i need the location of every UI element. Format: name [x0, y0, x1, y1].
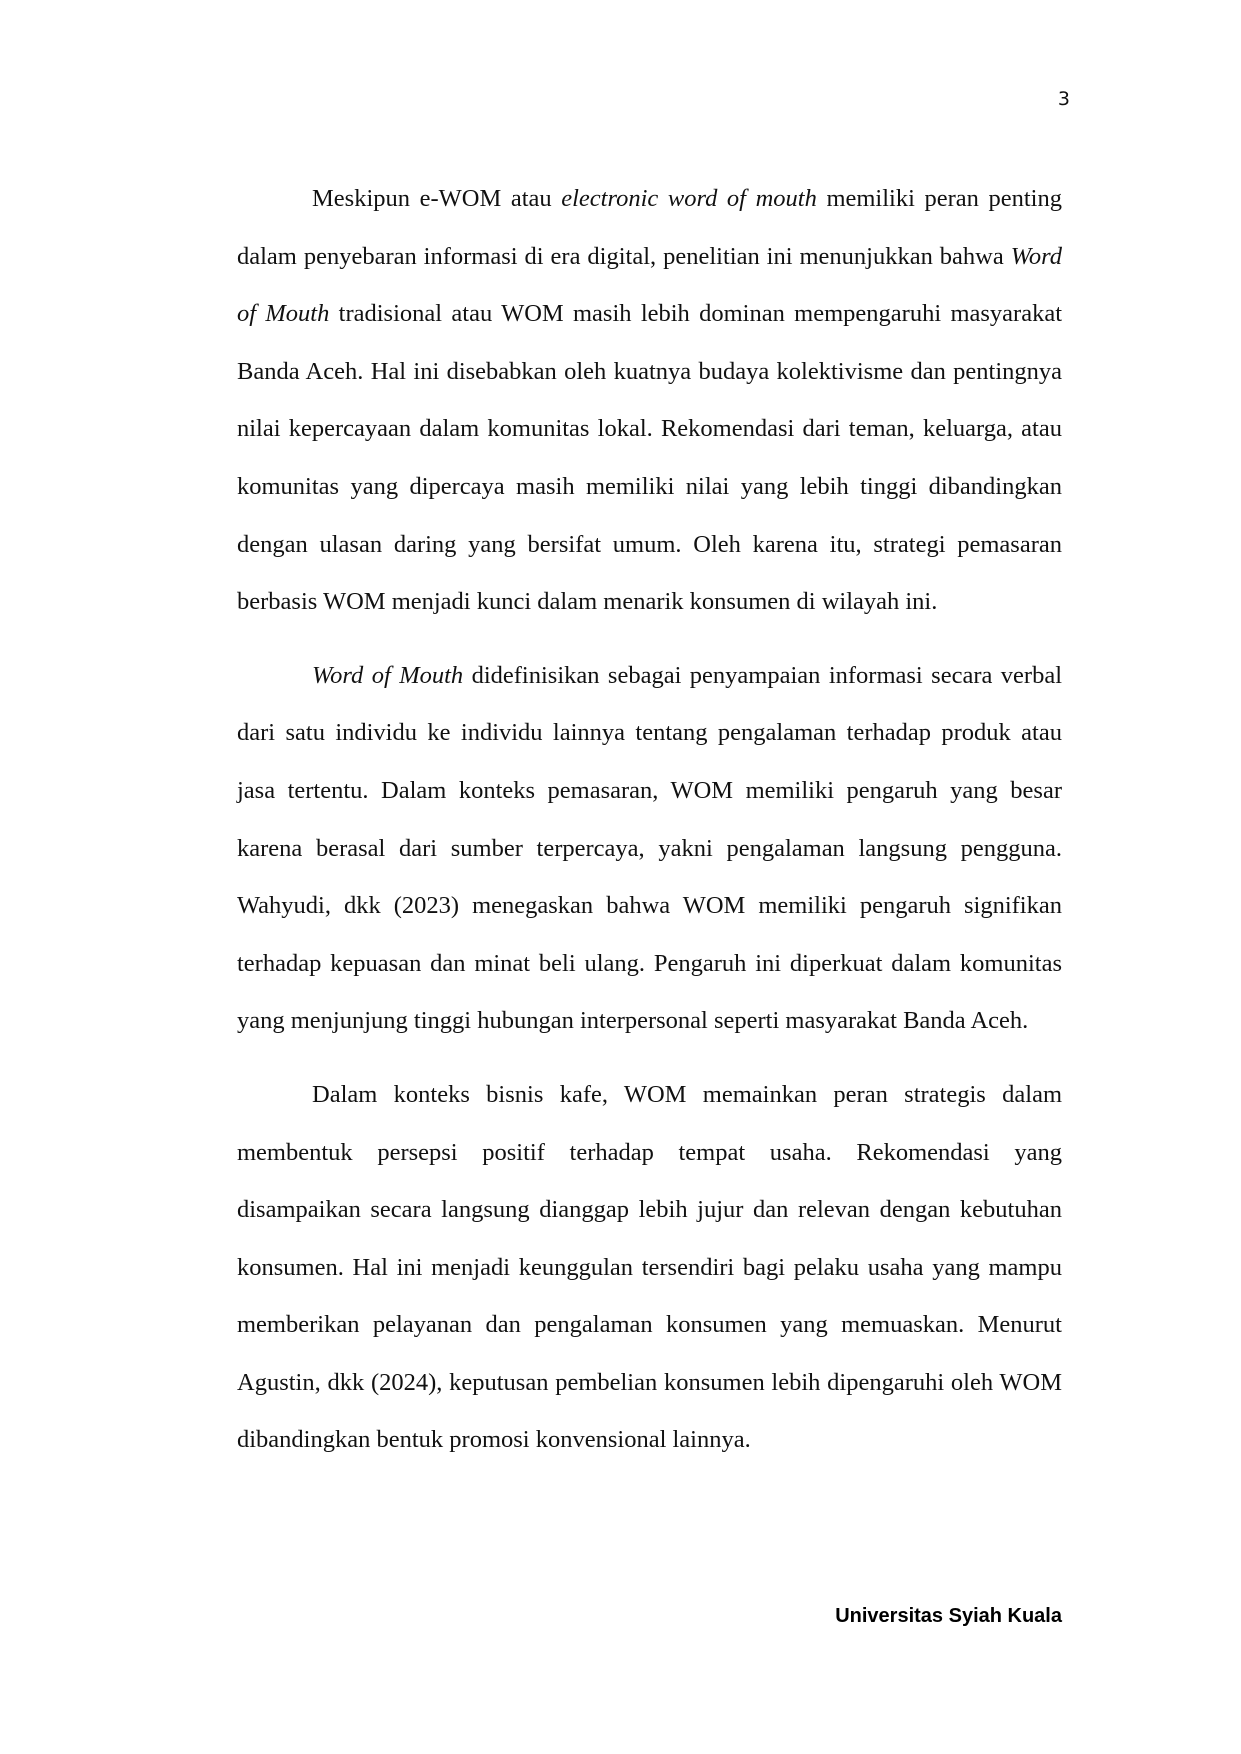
italic-term: electronic word of mouth: [561, 185, 817, 212]
footer-university: Universitas Syiah Kuala: [835, 1605, 1062, 1627]
paragraph-2: [237, 647, 1062, 1050]
paragraph-1: [237, 170, 1062, 631]
page-number: 3: [1057, 88, 1070, 110]
italic-term: Word of Mouth: [312, 661, 464, 689]
text-segment: tradisional atau WOM masih lebih dominan mempengaruhi masyarakat Banda Aceh. Hal ini disebabkan oleh kuatnya budaya kolektivisme dan pentingnya nilai kepercayaan dalam komunitas lokal. Rekomendasi dari teman, keluarga, atau komunitas yang dipercaya masih memiliki nilai yang lebih tinggi dibandingkan dengan ulasan daring yang bersifat umum. Oleh karena itu, strategi pemasaran berbasis WOM menjadi kunci dalam menarik konsumen di wilayah ini.: [237, 300, 1062, 616]
text-segment: Meskipun e-WOM atau: [312, 185, 562, 212]
italic-term: Word of Mouth: [237, 242, 1062, 328]
body-text: [237, 170, 1062, 1485]
text-segment: didefinisikan sebagai penyampaian informasi secara verbal dari satu individu ke individu lainnya tentang pengalaman terhadap produk atau jasa tertentu. Dalam konteks pemasaran, WOM memiliki pengaruh yang besar karena berasal dari sumber terpercaya, yakni pengalaman langsung pengguna. Wahyudi, dkk (2023) menegaskan bahwa WOM memiliki pengaruh signifikan terhadap kepuasan dan minat beli ulang. Pengaruh ini diperkuat dalam komunitas yang menjunjung tinggi hubungan interpersonal seperti masyarakat Banda Aceh.: [237, 661, 1062, 1035]
text-segment: Dalam konteks bisnis kafe, WOM memainkan peran strategis dalam membentuk persepsi positif terhadap tempat usaha. Rekomendasi yang disampaikan secara langsung dianggap lebih jujur dan relevan dengan kebutuhan konsumen. Hal ini menjadi keunggulan tersendiri bagi pelaku usaha yang mampu memberikan pelayanan dan pengalaman konsumen yang memuaskan. Menurut Agustin, dkk (2024), keputusan pembelian konsumen lebih dipengaruhi oleh WOM dibandingkan bentuk promosi konvensional lainnya.: [237, 1080, 1062, 1454]
paragraph-3: [237, 1066, 1062, 1469]
text-segment: memiliki peran penting dalam penyebaran informasi di era digital, penelitian ini menunjukkan bahwa: [237, 185, 1062, 270]
